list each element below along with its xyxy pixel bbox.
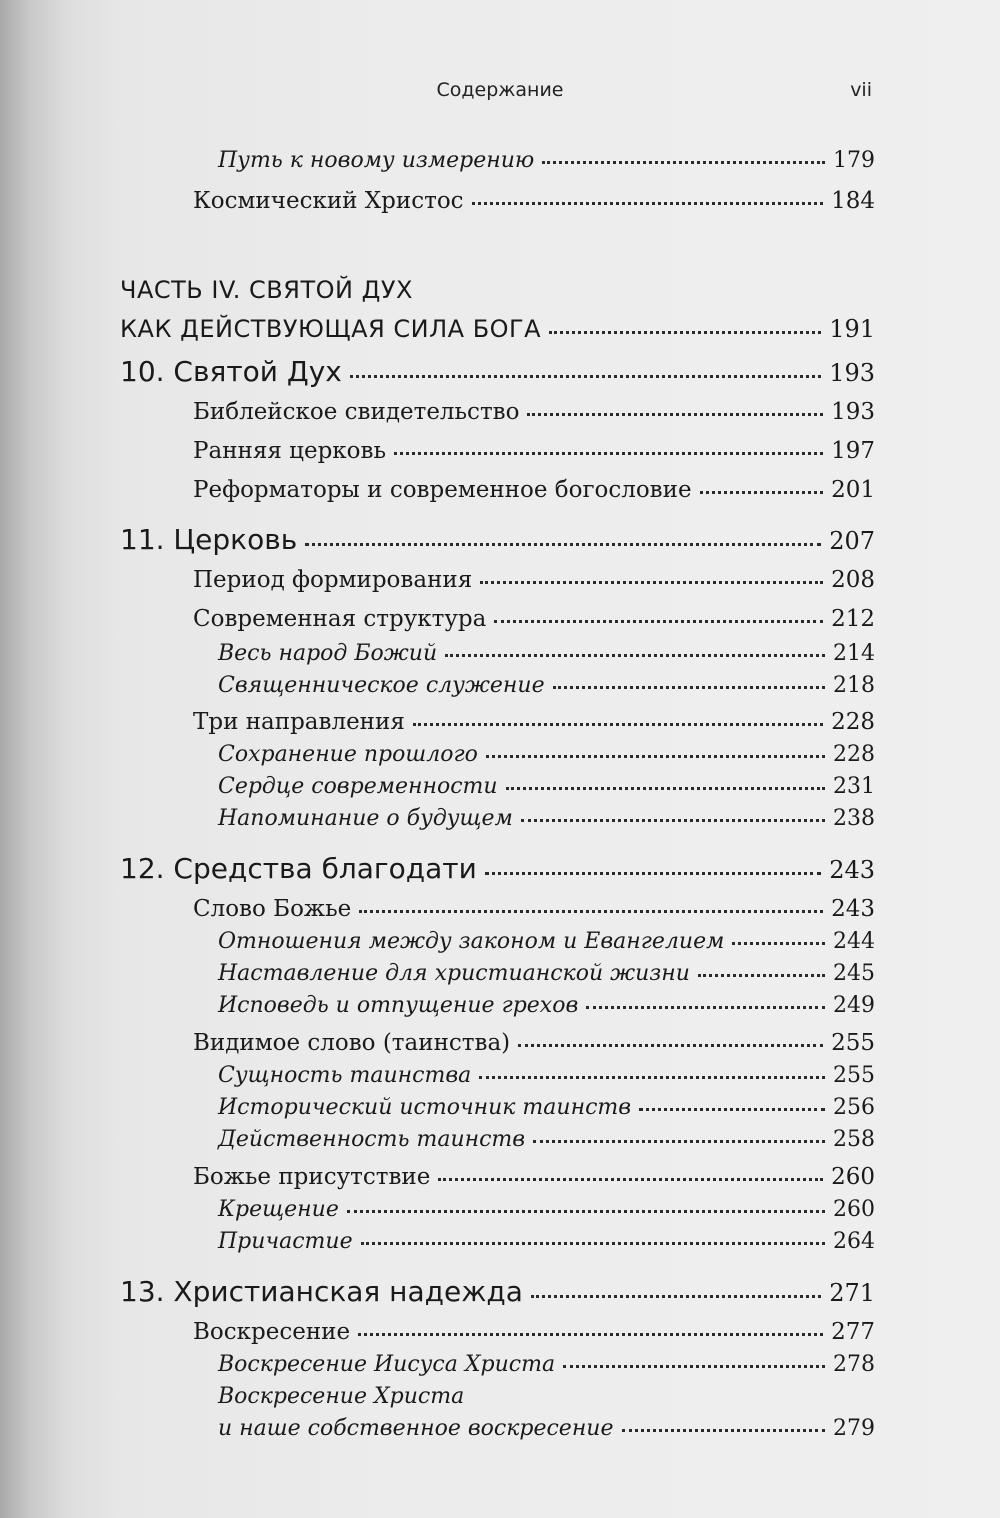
leader-dots [521, 818, 825, 822]
toc-section[interactable]: Воскресение 277 [193, 1319, 875, 1345]
leader-dots [472, 201, 824, 205]
toc-section[interactable]: Период формирования 208 [193, 567, 875, 593]
leader-dots [359, 909, 823, 913]
toc-subsection[interactable]: Исторический источник таинств 256 [218, 1095, 875, 1120]
leader-dots [622, 1428, 826, 1432]
leader-dots [445, 653, 825, 657]
leader-dots [531, 1294, 821, 1298]
leader-dots [394, 451, 823, 455]
leader-dots [518, 1043, 823, 1047]
toc-section[interactable]: Реформаторы и современное богословие 201 [193, 477, 875, 503]
leader-dots [549, 330, 821, 334]
toc-chapter-10[interactable]: 10. Святой Дух 193 [120, 355, 875, 388]
leader-dots [586, 1005, 825, 1009]
leader-dots [506, 786, 825, 790]
leader-dots [527, 412, 823, 416]
toc-subsection[interactable]: Священническое служение 218 [218, 673, 875, 698]
header-page-number: vii [850, 79, 872, 101]
leader-dots [700, 490, 824, 494]
toc-section[interactable]: Слово Божье 243 [193, 896, 875, 922]
toc-chapter-12[interactable]: 12. Средства благодати 243 [120, 852, 875, 885]
toc-subsection-line1: Воскресение Христа [218, 1384, 465, 1409]
leader-dots [438, 1177, 823, 1181]
leader-dots [494, 619, 823, 623]
leader-dots [698, 973, 825, 977]
leader-dots [563, 1364, 825, 1368]
toc-section[interactable]: Божье присутствие 260 [193, 1164, 875, 1190]
toc-subsection[interactable]: Напоминание о будущем 238 [218, 806, 875, 831]
toc-section[interactable]: Ранняя церковь 197 [193, 438, 875, 464]
toc-chapter-11[interactable]: 11. Церковь 207 [120, 523, 875, 556]
toc-subsection[interactable]: Сущность таинства 255 [218, 1063, 875, 1088]
toc-section[interactable]: Три направления 228 [193, 709, 875, 735]
leader-dots [350, 374, 821, 378]
toc-part-entry[interactable]: КАК ДЕЙСТВУЮЩАЯ СИЛА БОГА 191 [120, 315, 875, 343]
toc-entry[interactable]: Путь к новому измерению 179 [218, 148, 875, 173]
leader-dots [479, 1075, 825, 1079]
toc-subsection[interactable]: Действенность таинств 258 [218, 1127, 875, 1152]
leader-dots [305, 542, 821, 546]
toc-subsection[interactable]: Воскресение Иисуса Христа 278 [218, 1352, 875, 1377]
leader-dots [542, 160, 825, 164]
leader-dots [639, 1107, 825, 1111]
leader-dots [413, 722, 823, 726]
toc-subsection[interactable]: Весь народ Божий 214 [218, 641, 875, 666]
toc-section[interactable]: Библейское свидетельство 193 [193, 399, 875, 425]
leader-dots [486, 754, 825, 758]
toc-subsection[interactable]: Исповедь и отпущение грехов 249 [218, 993, 875, 1018]
leader-dots [553, 685, 825, 689]
toc-chapter-13[interactable]: 13. Христианская надежда 271 [120, 1275, 875, 1308]
toc-subsection[interactable]: Отношения между законом и Евангелием 244 [218, 929, 875, 954]
toc-subsection[interactable]: Сохранение прошлого 228 [218, 742, 875, 767]
leader-dots [358, 1332, 823, 1336]
toc-subsection[interactable]: Причастие 264 [218, 1229, 875, 1254]
leader-dots [361, 1241, 825, 1245]
toc-section[interactable]: Современная структура 212 [193, 606, 875, 632]
toc-subsection[interactable]: Крещение 260 [218, 1197, 875, 1222]
leader-dots [533, 1139, 825, 1143]
leader-dots [347, 1209, 825, 1213]
part-title-line1: ЧАСТЬ IV. СВЯТОЙ ДУХ [120, 276, 413, 304]
leader-dots [485, 871, 821, 875]
leader-dots [480, 580, 823, 584]
toc-entry[interactable]: Космический Христос 184 [193, 188, 875, 214]
running-header [0, 75, 1000, 109]
toc-subsection[interactable]: Наставление для христианской жизни 245 [218, 961, 875, 986]
toc-subsection[interactable]: Сердце современности 231 [218, 774, 875, 799]
leader-dots [732, 941, 825, 945]
toc-subsection[interactable]: и наше собственное воскресение 279 [218, 1416, 875, 1441]
toc-section[interactable]: Видимое слово (таинства) 255 [193, 1030, 875, 1056]
header-title: Содержание [436, 79, 564, 101]
